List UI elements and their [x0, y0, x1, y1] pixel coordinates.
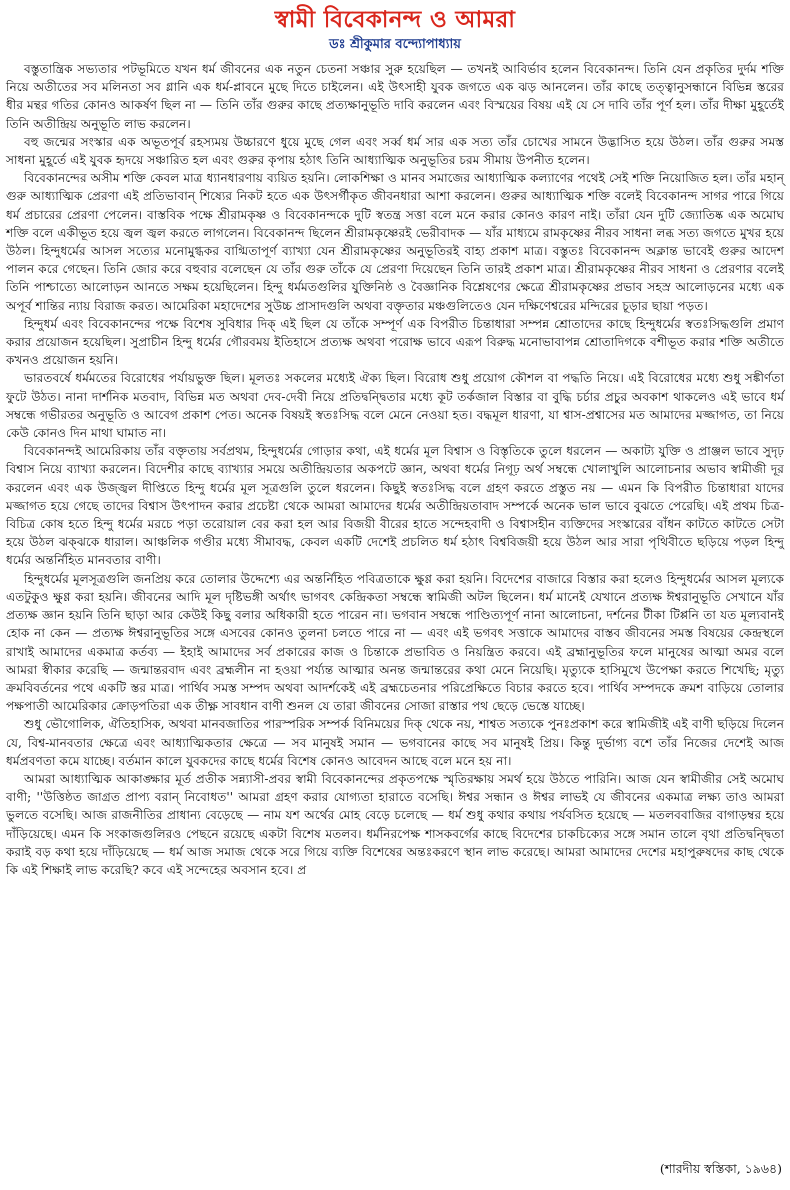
article-title: স্বামী বিবেকানন্দ ও আমরা [274, 6, 516, 33]
paragraph: ভারতবর্ষে ধর্মমতের বিরোধের পর্যায়ভুক্ত ছিল। মূলতঃ সকলের মধ্যেই ঐক্য ছিল। বিরোধ শুধু প্রয়োগ কৌশল বা পদ্ধতি নিয়ে। এই বিরোধের মধ্যে শুধু সঙ্কীর্ণতা ফুটে উঠত। নানা দার্শনিক মতবাদ, বিভিন্ন মত অথবা দেব-দেবী নিয়ে প্রতিদ্বন্দ্বিতার মধ্যে কূট তর্কজাল বিস্তার বা বুদ্ধি চর্চার প্রচুর অবকাশ থাকলেও এই ভাবে ধর্ম সম্বন্ধে গভীরতর অনুভূতি ও আবেগ প্রকাশ পেত। অনেক বিষয়ই স্বতঃসিদ্ধ বলে মেনে নেওয়া হত। বদ্ধমূল ধারণা, যা শ্বাস-প্রশ্বাসের মত আমাদের মজ্জাগত, তা নিয়ে কেউ কোনও দিন মাথা ঘামাত না। [6, 371, 784, 441]
article-body [6, 60, 784, 879]
paragraph: হিন্দুধর্মের মূলসূত্রগুলি জনপ্রিয় করে তোলার উদ্দেশ্যে এর অন্তর্নিহিত পবিত্রতাকে ক্ষুণ্ণ করা হয়নি। বিদেশের বাজারে বিস্তার করা হলেও হিন্দুধর্মের আসল মূল্যকে এতটুকুও ক্ষুণ্ণ করা হয়নি। জীবনের আদি মূল দৃষ্টিভঙ্গী অর্থাৎ ভাগবৎ কেন্দ্রিকতা সম্বন্ধে স্বামিজী অটল ছিলেন। ধর্ম মানেই যেখানে প্রত্যক্ষ ঈশ্বরানুভূতি সেখানে যাঁর প্রত্যক্ষ জ্ঞান হয়নি তিনি ছাড়া আর কেউই কিছু বলার অধিকারী হতে পারেন না। ভগবান সম্বন্ধে পাণ্ডিত্যপূর্ণ নানা আলোচনা, দর্শনের টীকা টিপ্পনি তা যত মূল্যবানই হোক না কেন — প্রত্যক্ষ ঈশ্বরানুভূতির সঙ্গে এসবের কোনও তুলনা চলতে পারে না — এবং এই ভগবৎ সত্তাকে আমাদের বাস্তব জীবনের সমস্ত বিষয়ের কেন্দ্রস্থলে রাখাই আমাদের একমাত্র কর্তব্য — ইহাই আমাদের সর্ব প্রকারের কাজ ও চিন্তাকে প্রভাবিত ও নিয়ন্ত্রিত করবে। এই ব্রহ্মানুভূতির ফলে মানুষের আত্মা অমর বলে আমরা স্বীকার করেছি — জন্মান্তরবাদ এবং ব্রহ্মলীন না হওয়া পর্য্যন্ত আত্মার অনন্ত জন্মান্তরের কথা মেনে নিয়েছি। মৃত্যুকে হাসিমুখে উপেক্ষা করতে শিখেছি; মৃত্যু ক্রমবিবর্তনের পথে একটি স্তর মাত্র। পার্থিব সমস্ত সম্পদ অথবা আদর্শকেই এই ব্রহ্মচেতনার পরিপ্রেক্ষিতে বিচার করতে হবে। পার্থিব সম্পদকে ক্রমশ বাড়িয়ে তোলার পক্ষপাতী আমেরিকার ক্রোড়পতিরা এক তীক্ষ্ণ সাবধান বাণী শুনল যে তারা জীবনের সোজা রাস্তার পথ ছেড়ে ভেস্তে যাচ্ছে। [6, 571, 784, 714]
source-citation: (শারদীয় স্বস্তিকা, ১৯৬৪) [659, 1161, 782, 1176]
paragraph: বিবেকানন্দের অসীম শক্তি কেবল মাত্র ধ্যানধারণায় ব্যয়িত হয়নি। লোকশিক্ষা ও মানব সমাজের আধ্যাত্মিক কল্যাণের পথেই সেই শক্তি নিয়োজিত হল। তাঁর মহান্‌ গুরু আধ্যাত্মিক প্রেরণা এই প্রতিভাবান্‌ শিষ্যের নিকট হতে এক উৎসর্গীকৃত জীবনধারা আশা করলেন। গুরুর আধ্যাত্মিক শক্তি বলেই বিবেকানন্দ সাগর পারে গিয়ে ধর্ম প্রচারের প্রেরণা পেলেন। বাস্তবিক পক্ষে শ্রীরামকৃষ্ণ ও বিবেকানন্দকে দুটি স্বতন্ত্র সত্তা বলে মনে করার কোনও কারণ নাই। তাঁরা যেন দুটি জ্যোতিষ্ক এক অমোঘ শক্তি বলে একীভূত হয়ে জ্বল জ্বল করতে লাগলেন। বিবেকানন্দ ছিলেন শ্রীরামকৃষ্ণেরই ভেরীবাদক — যাঁর মাধ্যমে রামকৃষ্ণের নীরব সাধনা লব্ধ সত্য জগতে মুখর হয়ে উঠল। হিন্দুধর্মের আসল সত্যের মনোমুগ্ধকর বাগ্মিতাপূর্ণ ব্যাখ্যা যেন শ্রীরামকৃষ্ণের অনুভূতিরই বাহ্য প্রকাশ মাত্র। বস্তুতঃ বিবেকানন্দ অক্লান্ত ভাবেই গুরুর আদেশ পালন করে গেছেন। তিনি জোর করে বহুবার বলেছেন যে তাঁর গুরু তাঁকে যে প্রেরণা দিয়েছেন তিনি তারই প্রকাশ মাত্র। শ্রীরামকৃষ্ণের নীরব সাধনা ও প্রেরণার বলেই তিনি পাশ্চাত্যে আলোড়ন আনতে সক্ষম হয়েছিলেন। হিন্দু ধর্মমতগুলির যুক্তিনিষ্ঠ ও বৈজ্ঞানিক বিশ্লেষণের ক্ষেত্রে শ্রীরামকৃষ্ণের প্রভাব সহস্র আলোড়নের মধ্যে এক অপূর্ব শান্তির ন্যায় বিরাজ করত। আমেরিকা মহাদেশের সুউচ্চ প্রাসাদগুলি অথবা বক্তৃতার মঞ্চগুলিতেও যেন দক্ষিণেশ্বরের মন্দিরের চূড়ার ছায়া পড়ত। [6, 171, 784, 313]
paragraph: বিবেকানন্দই আমেরিকায় তাঁর বক্তৃতায় সর্বপ্রথম, হিন্দুধর্মের গোড়ার কথা, এই ধর্মের মূল বিশ্বাস ও বিস্তৃতিকে তুলে ধরলেন — অকাট্য যুক্তি ও প্রাঞ্জল ভাবে সুদৃঢ় বিশ্বাস নিয়ে ব্যাখ্যা করলেন। বিদেশীর কাছে ব্যাখ্যার সময়ে অতীন্দ্রিয়তার অকপটে জ্ঞান, অথবা ধর্মের নিগূঢ় অর্থ সম্বন্ধে খোলাখুলি আলোচনার অভাব স্বামীজী দূর করলেন এবং এক উজ্জ্বল দীপ্তিতে হিন্দু ধর্মের মূল সূত্রগুলি তুলে ধরলেন। কিছুই স্বতঃসিদ্ধ বলে গ্রহণ করতে প্রস্তুত নয় — এমন কি বিপরীত চিন্তাধারা যাদের মজ্জাগত হয়ে গেছে তাদের বিশ্বাস উৎপাদন করার প্রচেষ্টা থেকে আমরা আমাদের ধর্মের অতীন্দ্রিয়তাবাদ সম্পর্কে অনেক ভাল ভাবে বুঝতে পেরেছি। এই প্রথম চিত্র-বিচিত্র কোষ হতে হিন্দু ধর্মের মরচে পড়া তরোয়াল বের করা হল আর বিজয়ী বীরের হাতে সন্দেহবাদী ও বিশ্বাসহীন ব্যক্তিদের সংস্কারের বাঁধন কাটতে কাটতে সেটা হয়ে উঠল ঝক্‌ঝকে ধারাল। আঞ্চলিক গণ্ডীর মধ্যে সীমাবদ্ধ, কেবল একটি দেশেই প্রচলিত ধর্ম হঠাৎ বিশ্ববিজয়ী হয়ে উঠল আর সারা পৃথিবীতে ছড়িয়ে পড়ল হিন্দু ধর্মের অন্তর্নিহিত মানবতার বাণী। [6, 444, 784, 568]
paragraph: হিন্দুধর্ম এবং বিবেকানন্দের পক্ষে বিশেষ সুবিধার দিক্‌ এই ছিল যে তাঁকে সম্পূর্ণ এক বিপরীত চিন্তাধারা সম্পন্ন শ্রোতাদের কাছে হিন্দুধর্মের স্বতঃসিদ্ধগুলি প্রমাণ করার প্রয়োজন হয়েছিল। সুপ্রাচীন হিন্দু ধর্মের গৌরবময় ইতিহাসে প্রত্যক্ষ অথবা পরোক্ষ ভাবে এরূপ বিরুদ্ধ মনোভাবাপন্ন শ্রোতাদিগকে বশীভূত করার শক্তি অতীতে কখনও প্রয়োজন হয়নি। [6, 316, 784, 368]
paragraph: বহু জন্মের সংস্কার এক অভূতপূর্ব রহস্যময় উচ্চারণে ধুয়ে মুছে গেল এবং সর্ব্ব ধর্ম সার এক সত্য তাঁর চোখের সামনে উদ্ভাসিত হয়ে উঠল। তাঁর গুরুর সমস্ত সাধনা মুহূর্তে এই যুবক হৃদয়ে সঞ্চারিত হল এবং গুরুর কৃপায় হঠাৎ তিনি আধ্যাত্মিক অনুভূতির চরম সীমায় উপনীত হলেন। [6, 134, 784, 168]
paragraph: আমরা আধ্যাত্মিক আকাঙ্ক্ষার মূর্ত প্রতীক সন্ন্যাসী-প্রবর স্বামী বিবেকানন্দের প্রকৃতপক্ষে স্মৃতিরক্ষায় সমর্থ হয়ে উঠতে পারিনি। আজ যেন স্বামীজীর সেই অমোঘ বাণী; ''উত্তিষ্ঠত জাগ্রত প্রাপ্য বরান্‌ নিবোধত'' আমরা গ্রহণ করার যোগ্যতা হারাতে বসেছি। ঈশ্বর সন্ধান ও ঈশ্বর লাভই যে জীবনের একমাত্র লক্ষ্য তাও আমরা ভুলতে বসেছি। আজ রাজনীতির প্রাধান্য বেড়েছে — নাম যশ অর্থের মোহ বেড়ে চলেছে — ধর্ম শুধু কথার কথায় পর্যবসিত হয়েছে — মতলববাজির বাগাড়ম্বর হয়ে দাঁড়িয়েছে। এমন কি সংকাজগুলিরও পেছনে রয়েছে একটা বিশেষ মতলব। ধর্মনিরপেক্ষ শাসকবর্গের কাছে বিদেশের চাকচিক্যের সঙ্গে সমান তালে বৃথা প্রতিদ্বন্দ্বিতা করাই বড় কথা হয়ে দাঁড়িয়েছে — ধর্ম আজ সমাজ থেকে সরে গিয়ে ব্যক্তি বিশেষের অন্তঃকরণে স্থান লাভ করেছে। আমরা আমাদের দেশের মহাপুরুষদের কাছ থেকে কি এই শিক্ষাই লাভ করেছি? কবে এই সন্দেহের অবসান হবে। প্র [6, 771, 784, 877]
article-author: ডঃ শ্রীকুমার বন্দ্যোপাধ্যায় [329, 37, 461, 52]
paragraph: বস্তুতান্ত্রিক সভ্যতার পটভূমিতে যখন ধর্ম জীবনের এক নতুন চেতনা সঞ্চার সুরু হয়েছিল — তখনই আবির্ভাব হলেন বিবেকানন্দ। তিনি যেন প্রকৃতির দুর্দম শক্তি নিয়ে অতীতের সব মলিনতা সব গ্লানি এক ধর্ম-প্লাবনে মুছে দিতে চাইলেন। এই উৎসাহী যুবক জগতে এক ঝড় আনলেন। তাঁর কাছে তত্ত্বানুসন্ধানে বিভিন্ন স্তরের ধীর মন্থর গতির কোনও আকর্ষণ ছিল না — তিনি তাঁর গুরুর কাছে প্রত্যক্ষানুভূতি দাবি করলেন এবং বিস্ময়ের বিষয় এই যে সে দাবি তাঁর পূর্ণ হল। তাঁর দীক্ষা মুহূর্তেই তিনি অতীন্দ্রিয় অনুভূতি লাভ করলেন। [6, 62, 784, 131]
paragraph: শুধু ভৌগোলিক, ঐতিহাসিক, অথবা মানবজাতির পারস্পরিক সম্পর্ক বিনিময়ের দিক্‌ থেকে নয়, শাশ্বত সত্যকে পুনঃপ্রকাশ করে স্বামিজীই এই বাণী ছড়িয়ে দিলেন যে, বিশ্ব-মানবতার ক্ষেত্রে এবং আধ্যাত্মিকতার ক্ষেত্রে — সব মানুষই সমান — ভগবানের কাছে সব মানুষই প্রিয়। কিন্তু দুর্ভাগ্য বশে তাঁর নিজের দেশেই আজ ধর্মপ্রবণতা কমে যাচ্ছে। বর্তমান কালে যুবকদের কাছে ধর্মের বিশেষ কোনও আবেদন আছে বলে মনে হয় না। [6, 717, 784, 768]
